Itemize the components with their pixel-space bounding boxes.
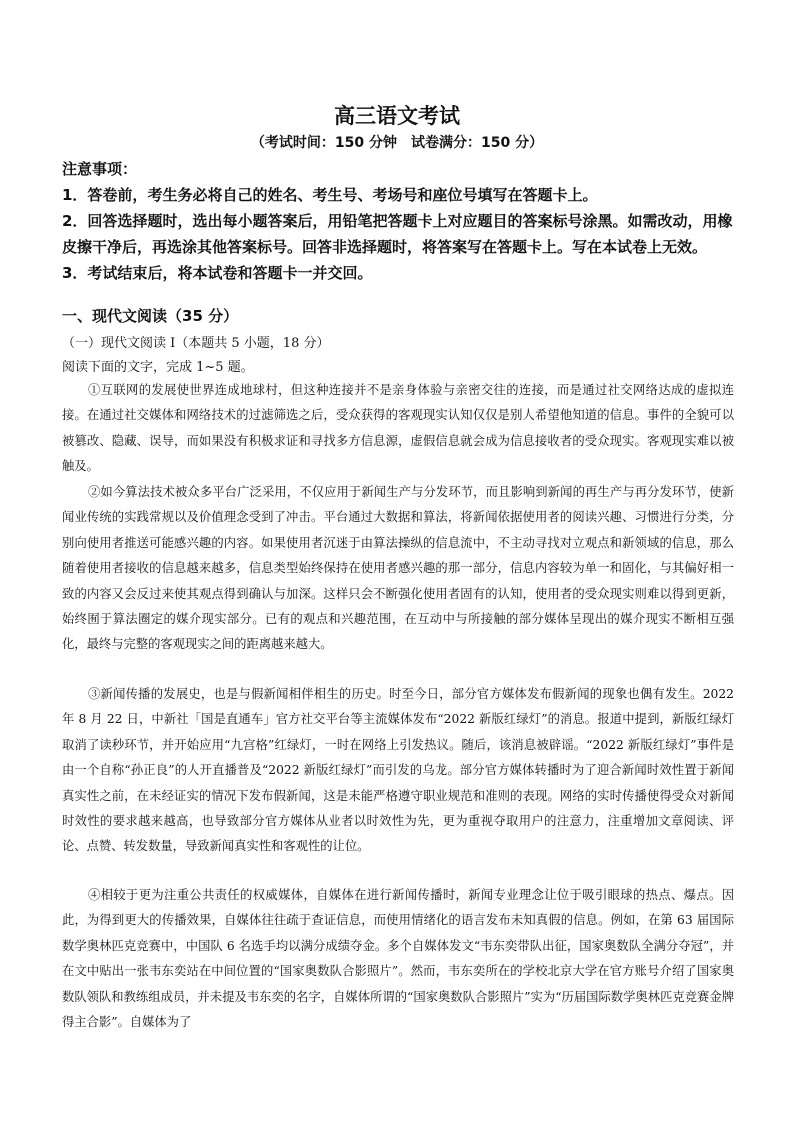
notes-item: 1．答卷前，考生务必将自己的姓名、考生号、考场号和座位号填写在答题卡上。 bbox=[62, 186, 598, 204]
reading-paragraph: ②如今算法技术被众多平台广泛采用，不仅应用于新闻生产与分发环节，而且影响到新闻的再生产与再分发环节，使新闻业传统的实践常规以及价值理念受到了冲击。平台通过大数据和算法，将新闻依据使用者的阅读兴趣、习惯进行分类，分别向使用者推送可能感兴趣的内容。如果使用者沉迷于由算法操纵的信息流中，不主动寻找对立观点和新领域的信息，那么随着使用者接收的信息越来越多，信息类型始终保持在使用者感兴趣的那一部分，信息内容较为单一和固化，与其偏好相一致的内容又会反过来使其观点得到确认与加深。这样只会不断强化使用者固有的认知，使用者的受众现实则难以得到更新，始终囿于算法圈定的媒介现实部分。已有的观点和兴趣范围，在互动中与所接触的部分媒体呈现出的媒介现实不断相互强化，最终与完整的客观现实之间的距离越来越大。 bbox=[62, 485, 734, 652]
reading-instruction: 阅读下面的文字，完成 1~5 题。 bbox=[62, 360, 254, 375]
reading-paragraph: ①互联网的发展使世界连成地球村，但这种连接并不是亲身体验与亲密交往的连接，而是通过社交网络达成的虚拟连接。在通过社交媒体和网络技术的过滤筛选之后，受众获得的客观现实认知仅仅是别人希望他知道的信息。事件的全貌可以被篡改、隐藏、误导，而如果没有积极求证和寻找多方信息源，虚假信息就会成为信息接收者的受众现实。客观现实难以被触及。 bbox=[62, 383, 734, 474]
notes-item: 2．回答选择题时，选出每小题答案后，用铅笔把答题卡上对应题目的答案标号涂黑。如需改动，用橡皮擦干净后，再选涂其他答案标号。回答非选择题时，将答案写在答题卡上。写在本试卷上无效。 bbox=[62, 212, 733, 256]
exam-subtitle: （考试时间：150 分钟 试卷满分：150 分） bbox=[250, 135, 544, 151]
section-heading: 一、现代文阅读（35 分） bbox=[62, 307, 239, 325]
notes-heading: 注意事项： bbox=[62, 160, 138, 178]
exam-title: 高三语文考试 bbox=[334, 104, 460, 128]
sub-section-heading: （一）现代文阅读 I（本题共 5 小题，18 分） bbox=[62, 336, 330, 351]
reading-paragraph: ③新闻传播的发展史，也是与假新闻相伴相生的历史。时至今日，部分官方媒体发布假新闻的现象也偶有发生。2022 年 8 月 22 日，中新社「国是直通车」官方社交平台等主流媒体发布“2022 新版红绿灯”的消息。报道中提到，新版红绿灯取消了读秒环节，并开始应用“九宫格”红绿灯，一时在网络上引发热议。随后，该消息被辟谣。“2022 新版红绿灯”事件是由一个自称“孙正良”的人开直播普及“2022 新版红绿灯”而引发的乌龙。部分官方媒体转播时为了迎合新闻时效性置于新闻真实性之前，在未经证实的情况下发布假新闻，这是未能严格遵守职业规范和准则的表现。网络的实时传播使得受众对新闻时效性的要求越来越高，也导致部分官方媒体从业者以时效性为先，更为重视夺取用户的注意力，注重增加文章阅读、评论、点赞、转发数量，导致新闻真实性和客观性的让位。 bbox=[62, 687, 734, 854]
notes-item: 3．考试结束后，将本试卷和答题卡一并交回。 bbox=[62, 264, 373, 282]
notes-block bbox=[62, 156, 740, 286]
reading-paragraph: ④相较于更为注重公共责任的权威媒体，自媒体在进行新闻传播时，新闻专业理念让位于吸引眼球的热点、爆点。因此，为得到更大的传播效果，自媒体往往疏于查证信息，而使用情绪化的语言发布未知真假的信息。例如，在第 63 届国际数学奥林匹克竞赛中，中国队 6 名选手均以满分成绩夺金。多个自媒体发文“韦东奕带队出征，国家奥数队全满分夺冠”，并在文中贴出一张韦东奕站在中间位置的“国家奥数队合影照片”。然而，韦东奕所在的学校北京大学在官方账号介绍了国家奥数队领队和教练组成员，并未提及韦东奕的名字，自媒体所谓的“国家奥数队合影照片”实为“历届国际数学奥林匹克竞赛金牌得主合影”。自媒体为了 bbox=[62, 888, 734, 1030]
